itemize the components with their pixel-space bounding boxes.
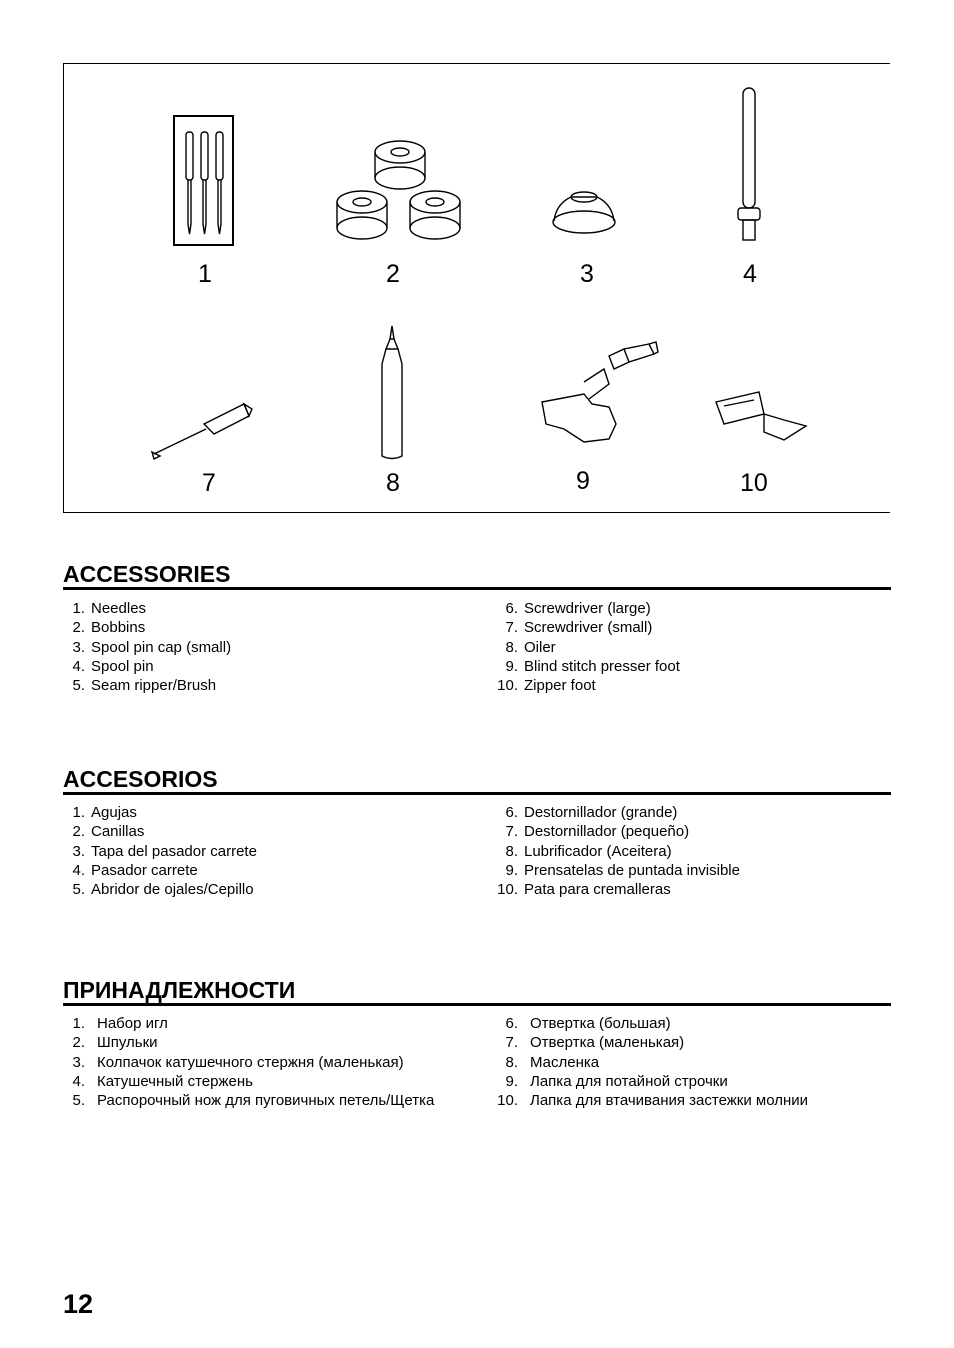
- figure-label-3: 3: [580, 260, 594, 288]
- list-item: 10. Pata para cremalleras: [497, 881, 671, 899]
- list-item: 2. Canillas: [72, 823, 145, 841]
- spool-pin-icon: [738, 88, 760, 240]
- accessories-figure: [63, 63, 890, 513]
- figure-label-4: 4: [743, 260, 757, 288]
- screwdriver-small-icon: [152, 404, 252, 459]
- list-item: 4. Spool pin: [72, 657, 154, 675]
- list-item: 2. Bobbins: [72, 619, 146, 637]
- list-item: 5. Seam ripper/Brush: [72, 677, 217, 695]
- blind-stitch-foot-icon: [542, 342, 658, 442]
- list-item: 1. Набор игл: [72, 1015, 168, 1032]
- figure-label-2: 2: [386, 260, 400, 288]
- list-item: 8. Lubrificador (Aceitera): [505, 842, 672, 860]
- list-item: 3. Tapa del pasador carrete: [72, 842, 257, 860]
- figure-label-10: 10: [740, 469, 768, 497]
- list-item: 10. Zipper foot: [497, 677, 596, 695]
- figure-label-8: 8: [386, 469, 400, 497]
- section-title: ACCESORIOS: [63, 766, 891, 795]
- list-item: 9. Blind stitch presser foot: [505, 657, 680, 675]
- list-item: 4. Pasador carrete: [72, 861, 198, 879]
- list-item: 3. Spool pin cap (small): [72, 638, 232, 656]
- bobbins-icon: [337, 141, 460, 239]
- list-item: 8. Oiler: [505, 638, 556, 656]
- list-item: 9. Лапка для потайной строчки: [505, 1072, 728, 1090]
- list-right: [493, 599, 680, 695]
- spool-pin-cap-icon: [553, 192, 615, 233]
- list-item: 5. Распорочный нож для пуговичных петель/Щетка: [72, 1092, 435, 1110]
- list-item: 9. Prensatelas de puntada invisible: [505, 861, 740, 879]
- page-number: 12: [63, 1289, 94, 1319]
- list-item: 1. Agujas: [72, 804, 137, 821]
- figure-label-7: 7: [202, 469, 216, 497]
- list-item: 6. Отвертка (большая): [505, 1015, 671, 1032]
- figure-label-1: 1: [198, 260, 212, 288]
- figure-label-9: 9: [576, 467, 590, 495]
- list-right: [493, 1014, 808, 1110]
- section-accessories-en: [63, 561, 891, 695]
- list-item: 6. Destornillador (grande): [505, 804, 678, 821]
- accessories-illustration: [64, 64, 891, 514]
- list-item: 7. Отвертка (маленькая): [505, 1034, 685, 1052]
- oiler-icon: [382, 326, 402, 459]
- list-item: 1. Needles: [72, 600, 147, 617]
- list-item: 5. Abridor de ojales/Cepillo: [72, 881, 254, 899]
- zipper-foot-icon: [716, 392, 806, 440]
- list-item: 4. Катушечный стержень: [72, 1072, 253, 1090]
- list-left: [63, 1014, 434, 1110]
- list-item: 10. Лапка для втачивания застежки молнии: [497, 1092, 809, 1110]
- list-item: 2. Шпульки: [72, 1034, 158, 1052]
- list-left: [63, 599, 231, 695]
- section-title: ПРИНАДЛЕЖНОСТИ: [63, 977, 891, 1006]
- list-item: 7. Screwdriver (small): [505, 619, 653, 637]
- list-item: 7. Destornillador (pequeño): [505, 823, 690, 841]
- section-title: ACCESSORIES: [63, 561, 891, 590]
- section-accessories-ru: [63, 977, 891, 1110]
- list-right: [493, 803, 740, 899]
- needles-icon: [174, 116, 233, 245]
- list-left: [63, 803, 257, 899]
- list-item: 3. Колпачок катушечного стержня (маленькая): [72, 1053, 404, 1071]
- list-item: 6. Screwdriver (large): [505, 600, 651, 617]
- list-item: 8. Масленка: [505, 1053, 600, 1071]
- section-accesorios-es: [63, 766, 891, 899]
